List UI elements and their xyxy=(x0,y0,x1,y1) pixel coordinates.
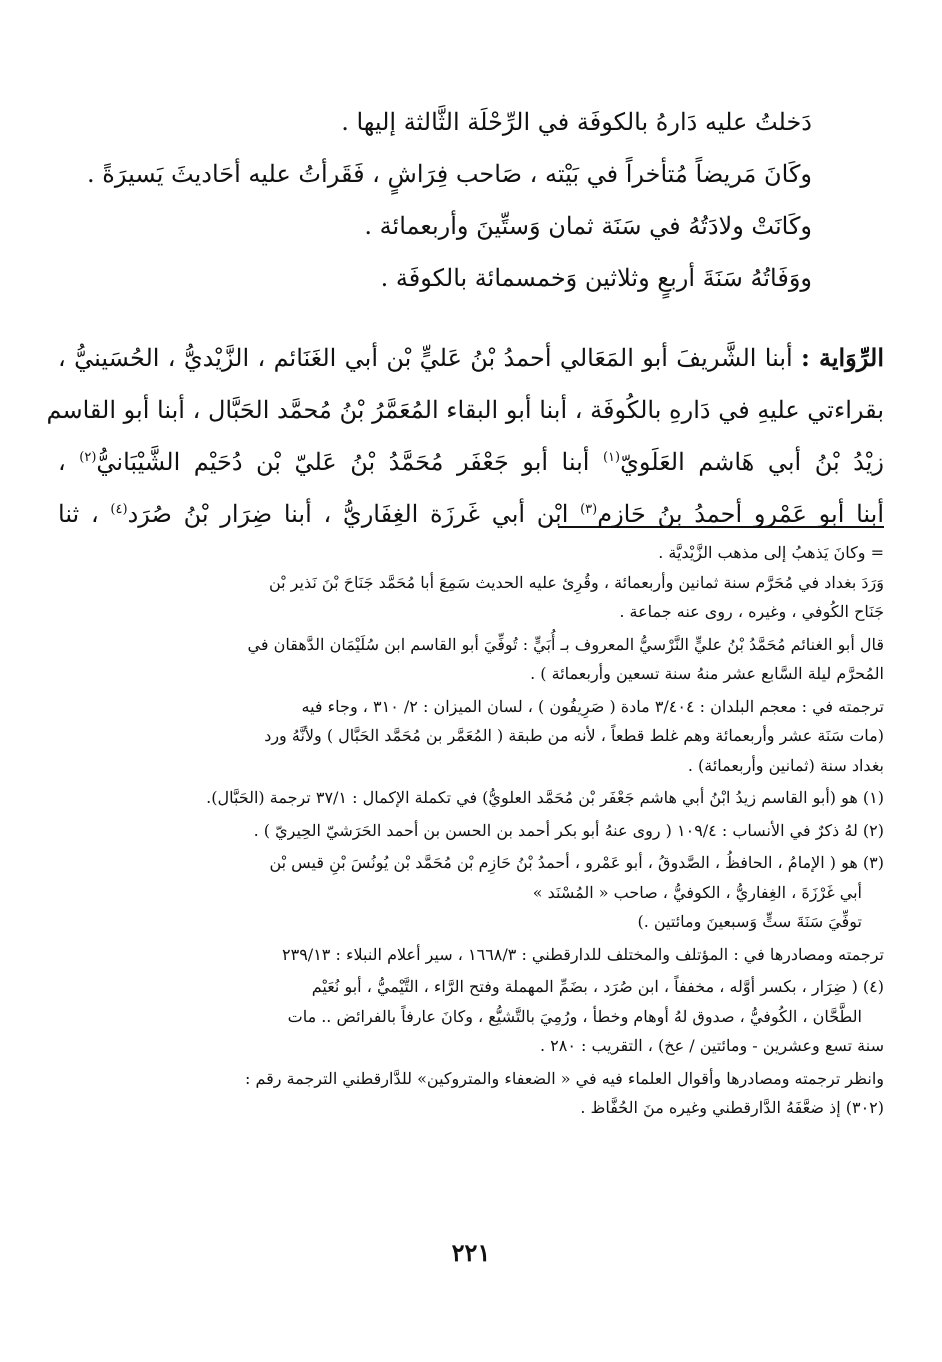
footnote-line: وانظر ترجمته ومصادرها وأقوال العلماء فيه في « الضعفاء والمتروكين» للدَّارقطني الترجمة رقم : xyxy=(245,1068,884,1088)
footnote-line: المُحرَّم ليلة السَّابع عشر منهُ سنة تسعين وأربعمائة ) . xyxy=(530,664,884,683)
riwaya-label: الرِّوَاية : xyxy=(801,343,884,372)
footnote-line: جَنَاح الكُوفي ، وغيره ، روى عنه جماعة . xyxy=(619,602,884,621)
riwaya-text: ، ثنا xyxy=(58,500,111,528)
riwaya-line xyxy=(58,436,884,488)
footnote-line: أبي غَرْزَةَ ، الغِفاريُّ ، الكوفيُّ ، صاحب « المُسْنَد » xyxy=(532,882,862,902)
footnote-line: بغداد سنة (ثمانين وأربعمائة) . xyxy=(687,755,884,775)
riwaya-text: أبنا أبو جَعْفَر مُحَمَّدُ بْنُ عَليّ بْن دُحَيْم الشَّيْبَانيُّ xyxy=(96,448,603,476)
footnote-3 xyxy=(58,848,884,937)
riwaya-text: ، xyxy=(58,448,80,476)
footnote-4-sources xyxy=(58,1064,884,1123)
footnote-line: (٢) لهُ ذكرٌ في الأنساب : ١٠٩/٤ ( روى عنهُ أبو بكر أحمد بن الحسن بن أحمد الحَرَشيّ الحِيريّ ) . xyxy=(253,820,884,840)
riwaya-line xyxy=(58,488,884,540)
footnote-4 xyxy=(58,972,884,1061)
footnote-continuation xyxy=(58,538,884,627)
footnotes xyxy=(58,538,884,1126)
footnote-line: وَرَدَ بغداد في مُحَرَّم سنة ثمانين وأربعمائة ، وقُرِئ عليه الحديث سَمِعَ أبا مُحَمَّد جَنَاحَ بْنَ نَذير بْن xyxy=(268,572,884,592)
footnote-narsi xyxy=(58,630,884,689)
riwaya-text: أبنا أبو عَمْرو أحمدُ بنُ حَازم xyxy=(597,500,885,528)
footnote-line: (٣) هو ( الإمامُ ، الحافظُ ، الصَّدوقُ ، أبو عَمْرو ، أحمدُ بْنُ حَازِم بْن مُحَمَّد بْن يُونُسَ بْنِ قيس بْن xyxy=(269,853,884,872)
footnote-line: = وكانَ يَذهبُ إلى مذهب الزَّيْديَّة . xyxy=(658,543,884,562)
footnote-line: (٣٠٢) إذ ضعَّفَهُ الدَّارقطني وغيره منَ الحُفَّاظ . xyxy=(580,1098,884,1117)
footnote-line: (٤) ( ضِرَار ، بكسر أوَّله ، مخففاً ، ابن صُرَد ، بضَمِّ المهملة وفتح الرَّاء ، التَّيْميُّ ، أبو نُعَيْم xyxy=(311,977,884,996)
page-number: ٢٢١ xyxy=(451,1238,491,1267)
footnote-marker: (١) xyxy=(602,450,621,465)
footnote-marker: (٤) xyxy=(110,502,128,517)
bio-line: ووَفَاتُهُ سَنَةَ أربعٍ وثلاثين وَخمسمائة بالكوفَة . xyxy=(380,264,812,292)
riwaya-text: أبنا الشَّريفَ أبو المَعَالي أحمدُ بْنُ عَليٍّ بْن أبي الغَنَائم ، الزَّيْديُّ ، الحُسَينيُّ ، xyxy=(58,344,793,372)
riwaya-line: بقراءتي عليهِ في دَارهِ بالكُوفَة ، أبنا أبو البقاء المُعَمَّرُ بْنُ مُحمَّد الحَبَّال ، أبنا أبو القاسم xyxy=(46,396,884,424)
footnote-line: ترجمته ومصادرها في : المؤتلف والمختلف للدارقطني : ١٦٦٨/٣ ، سير أعلام النبلاء : ٢٣٩/١٣ xyxy=(282,944,884,964)
footnote-3-sources xyxy=(58,940,884,970)
footnote-marker: (٢) xyxy=(79,450,97,465)
riwaya-line xyxy=(58,332,884,384)
footnote-line: ترجمته في : معجم البلدان : ٣/٤٠٤ مادة ( صَرِيفُون ) ، لسان الميزان : ٢/ ٣١٠ ، وجاء فيه xyxy=(301,696,884,716)
footnote-divider xyxy=(558,526,884,528)
paragraph-gap xyxy=(58,304,884,332)
footnote-line: (١) هو (أبو القاسم زيدُ ابْنُ أبي هاشم جَعْفَر بْن مُحَمَّد العلويُّ) في تكملة الإكمال : ٣٧/١ ترجمة (الحَبَّال). xyxy=(206,788,884,807)
bio-line: دَخلتُ عليه دَارهُ بالكوفَة في الرِّحْلَة الثَّالثة إليها . xyxy=(341,108,812,136)
footnote-line: سنة تسع وعشرين - ومائتين / عخ) ، التقريب : ٢٨٠ . xyxy=(539,1036,884,1055)
riwaya-text: ابْن أبي غَرزَة الغِفَاريُّ ، أبنا ضِرَار بْنُ صُرَد xyxy=(127,500,581,528)
footnote-line: (مات سَنَة عشر وأربعمائة وهم غلط قطعاً ، لأنه من طبقة ( المُعَمَّر بن مُحَمَّد الحَبَّال ) ولأنَّهُ ورد xyxy=(264,726,884,745)
footnote-line: قال أبو الغنائم مُحَمَّدُ بْنُ عليٍّ النَّرْسيُّ المعروف بـ أُبَيٍّ : تُوفِّيَ أبو القاسم ابن سُلَيْمَان الدَّهقان في xyxy=(247,634,884,654)
bio-line: وكَانَ مَريضاً مُتأخراً في بَيْته ، صَاحب فِرَاشٍ ، فَقَرأتُ عليه أحَاديثَ يَسيرَةً . xyxy=(87,160,812,188)
main-text xyxy=(46,96,885,540)
footnote-tarjama xyxy=(58,692,884,781)
riwaya-text: زيْدُ بْنُ أبي هَاشم العَلَويّ xyxy=(620,448,885,476)
footnote-2 xyxy=(58,816,884,846)
footnote-line: توفِّيَ سَنَةَ ستٍّ وَسبعينَ ومائتين .) xyxy=(637,912,862,931)
footnote-line: الطَّحَّان ، الكُوفيُّ ، صدوق لهُ أوهام وخطأ ، ورُمِيَ بالتَّشيُّع ، وكانَ عارفاً بالفرائض .. مات xyxy=(287,1006,862,1026)
footnote-marker: (٣) xyxy=(580,502,598,517)
footnote-1 xyxy=(58,783,884,813)
bio-line: وكَانَتْ ولادَتُهُ في سَنَة ثمان وَستِّينَ وأربعمائة . xyxy=(364,212,812,240)
